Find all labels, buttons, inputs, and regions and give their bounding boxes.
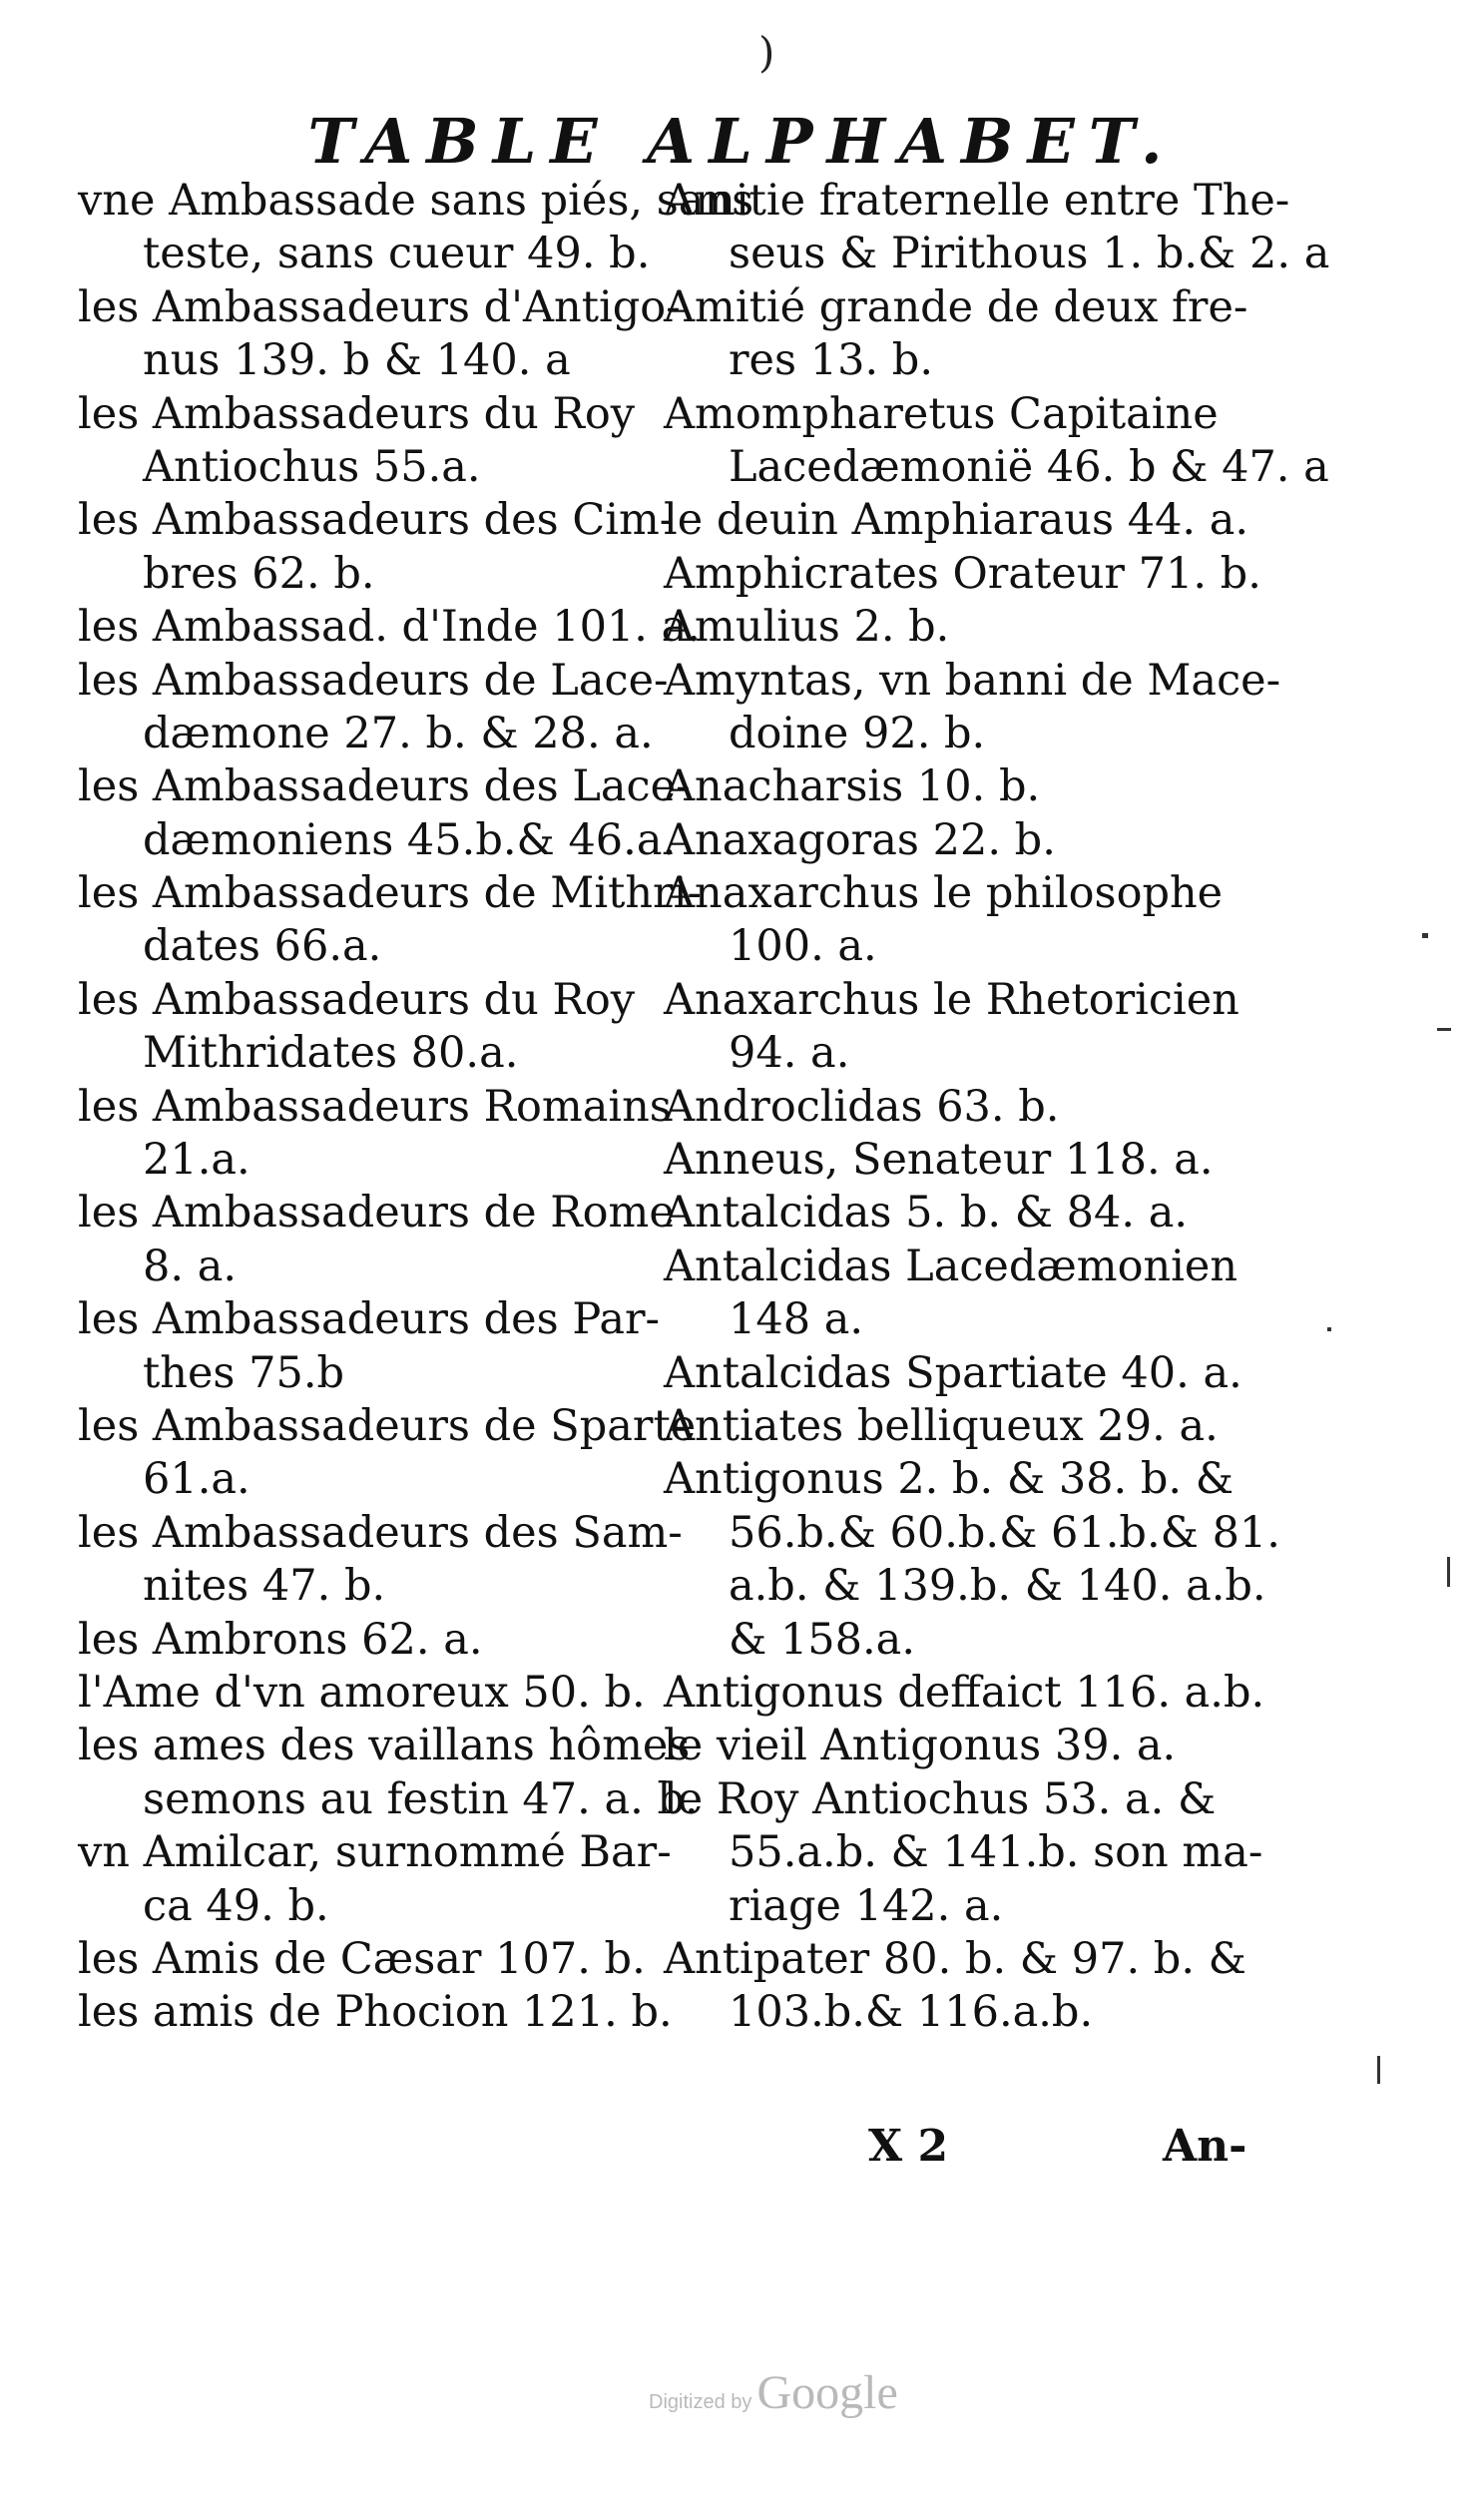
left-entry-line: ca 49. b. bbox=[143, 1880, 329, 1931]
left-entry-line: nus 139. b & 140. a bbox=[143, 335, 571, 386]
right-entry-line: Antalcidas 5. b. & 84. a. bbox=[664, 1188, 1189, 1239]
right-entry-line: doine 92. b. bbox=[729, 708, 986, 758]
right-entry-line: 100. a. bbox=[729, 921, 877, 972]
left-entry-line: 61.a. bbox=[143, 1454, 250, 1505]
page-title: TABLE ALPHABET. bbox=[307, 105, 1177, 178]
left-entry-line: nites 47. b. bbox=[143, 1561, 386, 1612]
left-column bbox=[78, 175, 754, 2040]
digitization-watermark bbox=[649, 2365, 1048, 2425]
left-entry-line: Antiochus 55.a. bbox=[143, 441, 481, 492]
left-entry-line: dæmone 27. b. & 28. a. bbox=[143, 708, 654, 758]
left-entry-line: les Ambassadeurs de Rome bbox=[78, 1188, 675, 1239]
right-entry-line: Antigonus 2. b. & 38. b. & bbox=[664, 1454, 1235, 1505]
left-entry-line: thes 75.b bbox=[143, 1347, 345, 1398]
right-entry-line: Amitié grande de deux fre- bbox=[664, 281, 1248, 332]
right-entry-line: 55.a.b. & 141.b. son ma- bbox=[729, 1827, 1263, 1878]
right-entry-line: res 13. b. bbox=[729, 335, 933, 386]
left-entry-line: les Ambassadeurs de Lace- bbox=[78, 655, 669, 706]
scan-speck bbox=[1437, 1028, 1451, 1031]
left-entry-line: teste, sans cueur 49. b. bbox=[143, 229, 651, 279]
scan-speck bbox=[1422, 933, 1428, 938]
left-entry-line: dæmoniens 45.b.& 46.a. bbox=[143, 814, 677, 865]
right-entry-line: Amphicrates Orateur 71. b. bbox=[664, 548, 1261, 599]
right-entry-line: a.b. & 139.b. & 140. a.b. bbox=[729, 1561, 1266, 1612]
right-entry-line: 148 a. bbox=[729, 1294, 864, 1345]
right-entry-line: le deuin Amphiaraus 44. a. bbox=[664, 495, 1249, 546]
left-entry-line: les Ambassadeurs de Mithri- bbox=[78, 868, 702, 919]
left-entry-line: dates 66.a. bbox=[143, 921, 382, 972]
right-entry-line: 94. a. bbox=[729, 1028, 850, 1079]
left-entry-line: Mithridates 80.a. bbox=[143, 1028, 519, 1079]
scan-speck bbox=[1377, 2056, 1380, 2084]
right-entry-line: Antalcidas Lacedæmonien bbox=[664, 1241, 1238, 1291]
left-entry-line: les Ambassadeurs d'Antigo- bbox=[78, 281, 681, 332]
right-entry-line: Antipater 80. b. & 97. b. & bbox=[664, 1933, 1246, 1984]
right-entry-line: seus & Pirithous 1. b.& 2. a bbox=[729, 229, 1330, 279]
left-entry-line: les Ambrons 62. a. bbox=[78, 1614, 483, 1665]
scan-speck bbox=[1327, 1327, 1331, 1331]
left-entry-line: les Ambassad. d'Inde 101. a. bbox=[78, 602, 701, 653]
right-entry-line: Anneus, Senateur 118. a. bbox=[664, 1135, 1214, 1186]
right-entry-line: Antalcidas Spartiate 40. a. bbox=[664, 1347, 1242, 1398]
right-entry-line: Antigonus deffaict 116. a.b. bbox=[664, 1667, 1265, 1718]
corner-mark: ) bbox=[758, 28, 775, 77]
left-entry-line: semons au festin 47. a. b. bbox=[143, 1773, 699, 1824]
watermark-logo: Google bbox=[756, 2366, 898, 2419]
page-footer bbox=[0, 2121, 1484, 2181]
left-entry-line: vne Ambassade sans piés, sans bbox=[78, 176, 754, 226]
left-entry-line: les Ambassadeurs Romains bbox=[78, 1081, 672, 1132]
right-entry-line: Amulius 2. b. bbox=[664, 602, 950, 653]
left-entry-line: l'Ame d'vn amoreux 50. b. bbox=[78, 1667, 646, 1718]
left-entry-line: 21.a. bbox=[143, 1135, 250, 1186]
left-entry-line: les Ambassadeurs du Roy bbox=[78, 974, 636, 1025]
left-entry-line: bres 62. b. bbox=[143, 548, 375, 599]
left-entry-line: les Ambassadeurs de Sparte bbox=[78, 1400, 697, 1451]
right-entry-line: Anaxarchus le Rhetoricien bbox=[664, 974, 1239, 1025]
left-entry-line: les amis de Phocion 121. b. bbox=[78, 1987, 673, 2038]
right-entry-line: Amitie fraternelle entre The- bbox=[664, 176, 1290, 226]
left-entry-line: les Ambassadeurs des Sam- bbox=[78, 1507, 683, 1558]
right-entry-line: Anaxarchus le philosophe bbox=[664, 868, 1224, 919]
right-entry-line: & 158.a. bbox=[729, 1614, 915, 1665]
right-entry-line: le vieil Antigonus 39. a. bbox=[664, 1721, 1177, 1771]
right-entry-line: le Roy Antiochus 53. a. & bbox=[664, 1773, 1217, 1824]
right-entry-line: Amompharetus Capitaine bbox=[664, 388, 1219, 439]
left-entry-line: vn Amilcar, surnommé Bar- bbox=[78, 1827, 672, 1878]
right-entry-line: 56.b.& 60.b.& 61.b.& 81. bbox=[729, 1507, 1280, 1558]
right-entry-line: Anacharsis 10. b. bbox=[664, 761, 1041, 812]
left-entry-line: les Ambassadeurs du Roy bbox=[78, 388, 636, 439]
right-entry-line: 103.b.& 116.a.b. bbox=[729, 1987, 1094, 2038]
right-entry-line: riage 142. a. bbox=[729, 1880, 1004, 1931]
left-entry-line: les ames des vaillans hômes bbox=[78, 1721, 691, 1771]
right-entry-line: Antiates belliqueux 29. a. bbox=[664, 1400, 1219, 1451]
left-entry-line: les Ambassadeurs des Par- bbox=[78, 1294, 661, 1345]
right-entry-line: Anaxagoras 22. b. bbox=[664, 814, 1056, 865]
left-entry-line: les Ambassadeurs des Cim- bbox=[78, 495, 675, 546]
left-entry-line: les Ambassadeurs des Lace- bbox=[78, 761, 691, 812]
catchword: An- bbox=[1163, 2121, 1247, 2172]
right-column bbox=[664, 175, 1330, 2040]
right-entry-line: Amyntas, vn banni de Mace- bbox=[664, 655, 1281, 706]
signature-mark: X 2 bbox=[868, 2121, 949, 2172]
scan-speck bbox=[1447, 1557, 1450, 1587]
right-entry-line: Lacedæmonië 46. b & 47. a bbox=[729, 441, 1329, 492]
left-entry-line: les Amis de Cæsar 107. b. bbox=[78, 1933, 646, 1984]
left-entry-line: 8. a. bbox=[143, 1241, 237, 1291]
right-entry-line: Androclidas 63. b. bbox=[664, 1081, 1060, 1132]
index-columns bbox=[0, 175, 1484, 2171]
watermark-prefix: Digitized by bbox=[649, 2391, 752, 2413]
